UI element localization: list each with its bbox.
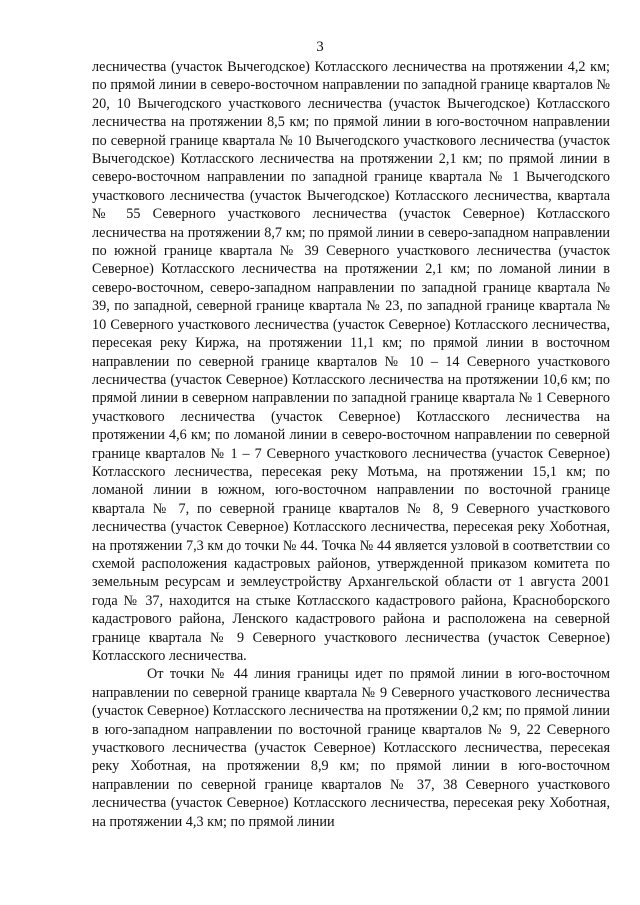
paragraph-from-point-44: От точки № 44 линия границы идет по прямой линии в юго-восточном направлении по северной границе квартала № 9 Северного участкового лесничества (участок Северное) Котласского лесничества на протяжении 0,2 км; по прямой линии в юго-западном направлении по восточной границе кварталов № 9, 22 Северного участкового лесничества (участок Северное) Котласского лесничества, пересекая реку Хоботная, на протяжении 8,9 км; по прямой линии в юго-восточном направлении по северной границе кварталов № 37, 38 Северного участкового лесничества (участок Северное) Котласского лесничества, пересекая реку Хоботная, на протяжении 4,3 км; по прямой линии bbox=[92, 666, 610, 830]
paragraph-continuation: лесничества (участок Вычегодское) Котласского лесничества на протяжении 4,2 км; по прямой линии в северо-восточном направлении по западной границе кварталов № 20, 10 Вычегодского участкового лесничества (участок Вычегодское) Котласского лесничества на протяжении 8,5 км; по прямой линии в юго-восточном направлении по северной границе квартала № 10 Вычегодского участкового лесничества (участок Вычегодское) Котласского лесничества на протяжении 2,1 км; по прямой линии в северо-восточном направлении по западной границе квартала № 1 Вычегодского участкового лесничества (участок Вычегодское) Котласского лесничества, квартала № 55 Северного участкового лесничества (участок Северное) Котласского лесничества на протяжении 8,7 км; по прямой линии в северо-западном направлении по южной границе квартала № 39 Северного участкового лесничества (участок Северное) Котласского лесничества на протяжении 2,1 км; по ломаной линии в северо-восточном, северо-западном направлении по западной границе квартала № 39, по западной, северной границе квартала № 23, по западной границе квартала № 10 Северного участкового лесничества (участок Северное) Котласского лесничества, пересекая реку Киржа, на протяжении 11,1 км; по прямой линии в восточном направлении по северной границе кварталов № 10 – 14 Северного участкового лесничества (участок Северное) Котласского лесничества на протяжении 10,6 км; по прямой линии в северном направлении по западной границе квартала № 1 Северного участкового лесничества (участок Северное) Котласского лесничества на протяжении 4,6 км; по ломаной линии в северо-восточном направлении по северной границе кварталов № 1 – 7 Северного участкового лесничества (участок Северное) Котласского лесничества, пересекая реку Мотьма, на протяжении 15,1 км; по ломаной линии в южном, юго-восточном направлении по восточной границе квартала № 7, по северной границе кварталов № 8, 9 Северного участкового лесничества (участок Северное) Котласского лесничества, пересекая реку Хоботная, на протяжении 7,3 км до точки № 44. Точка № 44 является узловой в соответствии со схемой расположения кадастровых районов, утвержденной приказом комитета по земельным ресурсам и землеустройству Архангельской области от 1 августа 2001 года № 37, находится на стыке Котласского кадастрового района, Красноборского кадастрового района, Ленского кадастрового района и расположена на северной границе квартала № 9 Северного участкового лесничества (участок Северное) Котласского лесничества. bbox=[92, 59, 610, 664]
document-body bbox=[92, 58, 610, 831]
page-number: 3 bbox=[316, 39, 324, 55]
